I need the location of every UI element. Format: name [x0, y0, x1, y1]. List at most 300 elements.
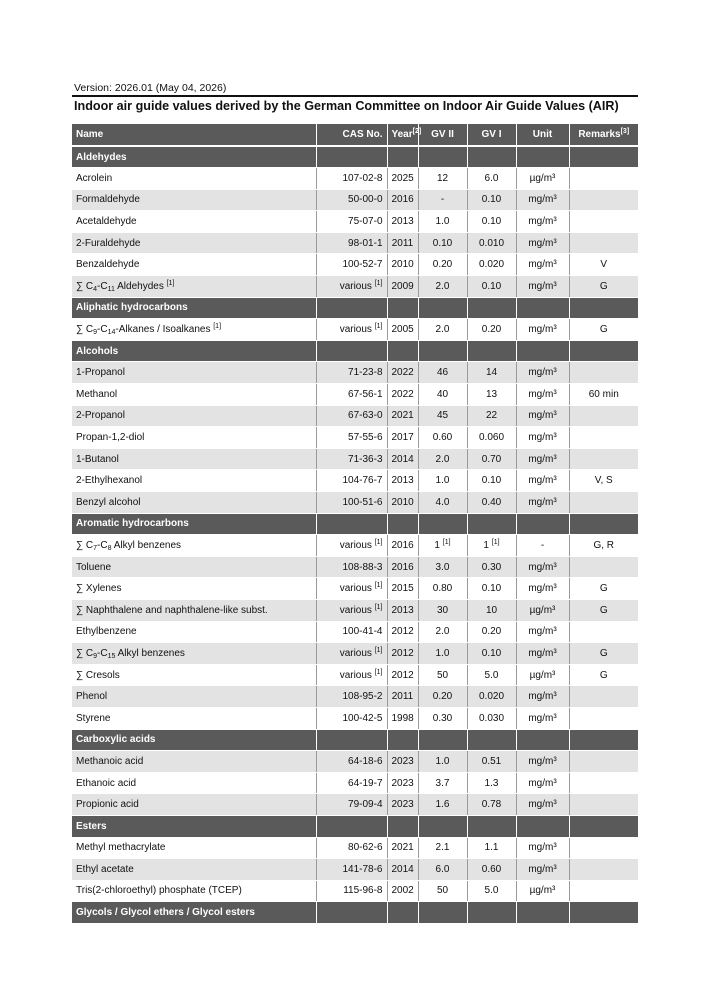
cell-gv1: [467, 384, 516, 406]
group-empty-cell: [569, 297, 638, 319]
table-row: [72, 211, 638, 233]
cell-text: Methyl methacrylate: [76, 842, 166, 854]
cell-text: 0.010: [478, 237, 505, 249]
cell-unit: mg/m³: [516, 707, 569, 729]
cell-text: Tris(2-chloroethyl) phosphate (TCEP): [76, 885, 242, 897]
cell-text: 4.0: [435, 496, 450, 508]
cell-cas: [316, 556, 387, 578]
cell-text: 13: [485, 388, 498, 400]
cell-text: 10: [485, 604, 498, 616]
cell-text: 67-56-1: [348, 388, 383, 400]
cell-text: 0.60: [432, 432, 453, 444]
cell-gv2: [418, 276, 467, 298]
cell-cas: [316, 643, 387, 665]
group-empty-cell: [316, 815, 387, 837]
cell-unit: mg/m³: [516, 384, 569, 406]
cell-subscript: 11: [107, 285, 115, 293]
table-row: [72, 254, 638, 276]
cell-cas: [316, 254, 387, 276]
cell-footnote-ref: [1]: [374, 323, 383, 331]
cell-text: -C: [97, 280, 108, 292]
cell-text: 5.0: [484, 885, 499, 897]
cell-text: 141-78-6: [342, 863, 383, 875]
cell-text: 0.80: [432, 583, 453, 595]
cell-text: 50: [436, 885, 449, 897]
cell-remarks: G: [569, 599, 638, 621]
group-title: Esters: [72, 815, 316, 837]
header-rule: [72, 95, 638, 97]
cell-gv1: [467, 168, 516, 190]
col-header-year-ref: [2]: [412, 128, 422, 135]
cell-text: 2-Furaldehyde: [76, 237, 141, 249]
group-empty-cell: [418, 513, 467, 535]
cell-remarks: [569, 859, 638, 881]
group-empty-cell: [467, 340, 516, 362]
cell-gv1: [467, 556, 516, 578]
cell-text: 22: [485, 410, 498, 422]
cell-remarks: [569, 492, 638, 514]
cell-gv1: [467, 362, 516, 384]
cell-text: 0.060: [478, 432, 505, 444]
cell-cas: [316, 427, 387, 449]
cell-text: 14: [485, 367, 498, 379]
col-header-remarks: [569, 124, 638, 146]
cell-text: ∑ C: [76, 324, 94, 336]
cell-year: 2022: [387, 362, 418, 384]
cell-text: 0.20: [432, 259, 453, 271]
table-row: [72, 751, 638, 773]
group-empty-cell: [569, 729, 638, 751]
cell-remarks: [569, 621, 638, 643]
cell-remarks: G, R: [569, 535, 638, 557]
cell-text: 1: [483, 539, 492, 551]
cell-subscript: 8: [107, 544, 112, 552]
cell-gv1: [467, 664, 516, 686]
cell-name: [72, 405, 316, 427]
cell-text: 0.20: [481, 626, 502, 638]
cell-text: 0.40: [481, 496, 502, 508]
cell-text: various: [339, 539, 375, 551]
cell-remarks: [569, 448, 638, 470]
cell-unit: mg/m³: [516, 362, 569, 384]
cell-cas: [316, 211, 387, 233]
cell-unit: µg/m³: [516, 880, 569, 902]
cell-text: 2.0: [435, 280, 450, 292]
group-header-row: [72, 513, 638, 535]
cell-text: 1-Butanol: [76, 453, 119, 465]
cell-text: 0.10: [481, 647, 502, 659]
cell-name: [72, 837, 316, 859]
table-row: [72, 384, 638, 406]
cell-name: [72, 427, 316, 449]
cell-gv2: [418, 643, 467, 665]
group-empty-cell: [316, 146, 387, 168]
cell-text: various: [339, 669, 375, 681]
cell-gv1: [467, 837, 516, 859]
cell-cas: [316, 362, 387, 384]
cell-gv1: [467, 707, 516, 729]
cell-gv2: [418, 880, 467, 902]
cell-text: ∑ Naphthalene and naphthalene-like subst.: [76, 604, 268, 616]
group-title: Carboxylic acids: [72, 729, 316, 751]
cell-text: 40: [436, 388, 449, 400]
cell-year: 2023: [387, 794, 418, 816]
cell-text: 57-55-6: [348, 432, 383, 444]
cell-text: Benzaldehyde: [76, 259, 140, 271]
cell-text: 108-95-2: [342, 691, 383, 703]
cell-gv2: [418, 319, 467, 341]
cell-text: 1.0: [435, 647, 450, 659]
cell-gv1: [467, 880, 516, 902]
table-row: [72, 276, 638, 298]
cell-gv2: [418, 772, 467, 794]
cell-remarks: [569, 362, 638, 384]
cell-year: 2013: [387, 599, 418, 621]
cell-unit: mg/m³: [516, 794, 569, 816]
cell-text: ∑ Xylenes: [76, 583, 122, 595]
cell-cas: [316, 168, 387, 190]
cell-year: 2010: [387, 492, 418, 514]
cell-text: 75-07-0: [348, 216, 383, 228]
group-empty-cell: [387, 729, 418, 751]
cell-text: various: [339, 280, 375, 292]
group-empty-cell: [467, 297, 516, 319]
cell-unit: mg/m³: [516, 751, 569, 773]
cell-text: 2.0: [435, 453, 450, 465]
cell-remarks: G: [569, 319, 638, 341]
col-header-year: [387, 124, 422, 146]
cell-gv2: [418, 556, 467, 578]
cell-gv1: [467, 470, 516, 492]
cell-text: Methanoic acid: [76, 755, 144, 767]
cell-text: 1-Propanol: [76, 367, 125, 379]
cell-remarks: [569, 707, 638, 729]
col-header-remarks-label: Remarks: [578, 129, 621, 140]
cell-text: 0.51: [481, 755, 502, 767]
cell-gv1: [467, 232, 516, 254]
group-empty-cell: [387, 146, 418, 168]
table-row: [72, 556, 638, 578]
cell-text: 100-51-6: [342, 496, 383, 508]
group-empty-cell: [418, 297, 467, 319]
cell-subscript: 4: [93, 285, 98, 293]
group-empty-cell: [467, 815, 516, 837]
cell-text: Propionic acid: [76, 799, 139, 811]
group-empty-cell: [387, 902, 418, 924]
cell-year: 2013: [387, 211, 418, 233]
cell-text: 64-19-7: [348, 777, 383, 789]
table-row: [72, 643, 638, 665]
cell-cas: [316, 621, 387, 643]
group-empty-cell: [569, 340, 638, 362]
cell-text: 100-42-5: [342, 712, 383, 724]
group-empty-cell: [316, 297, 387, 319]
table-row: [72, 319, 638, 341]
cell-text: 2.1: [435, 842, 450, 854]
cell-year: 2002: [387, 880, 418, 902]
cell-text: 3.0: [435, 561, 450, 573]
cell-gv1: [467, 189, 516, 211]
cell-text: 71-36-3: [348, 453, 383, 465]
cell-text: 6.0: [435, 863, 450, 875]
group-header-row: [72, 729, 638, 751]
cell-gv1: [467, 578, 516, 600]
cell-text: -C: [97, 647, 108, 659]
cell-unit: mg/m³: [516, 556, 569, 578]
table-header: [72, 124, 638, 146]
cell-remarks: G: [569, 664, 638, 686]
cell-gv2: [418, 707, 467, 729]
cell-text: 30: [436, 604, 449, 616]
cell-gv2: [418, 211, 467, 233]
cell-text: 79-09-4: [348, 799, 383, 811]
col-header-gv2: GV II: [418, 124, 467, 146]
cell-name: [72, 578, 316, 600]
cell-cas: [316, 686, 387, 708]
table-row: [72, 362, 638, 384]
cell-text: 0.10: [481, 583, 502, 595]
cell-cas: [316, 599, 387, 621]
cell-text: 0.20: [481, 324, 502, 336]
table-row: [72, 492, 638, 514]
cell-text: 80-62-6: [348, 842, 383, 854]
cell-gv1: [467, 751, 516, 773]
cell-footnote-ref: [1]: [442, 538, 451, 546]
cell-text: 2-Propanol: [76, 410, 125, 422]
table-row: [72, 686, 638, 708]
cell-year: 2016: [387, 556, 418, 578]
cell-cas: [316, 837, 387, 859]
cell-remarks: [569, 405, 638, 427]
cell-cas: [316, 276, 387, 298]
cell-name: [72, 859, 316, 881]
cell-cas: [316, 772, 387, 794]
cell-gv2: [418, 448, 467, 470]
cell-cas: [316, 880, 387, 902]
cell-cas: [316, 578, 387, 600]
cell-unit: mg/m³: [516, 254, 569, 276]
table-row: [72, 794, 638, 816]
cell-unit: mg/m³: [516, 578, 569, 600]
cell-text: Phenol: [76, 691, 108, 703]
cell-text: 0.10: [481, 194, 502, 206]
cell-text: 64-18-6: [348, 755, 383, 767]
cell-year: 2022: [387, 384, 418, 406]
group-empty-cell: [467, 513, 516, 535]
cell-year: 2023: [387, 772, 418, 794]
cell-text: 50-00-0: [348, 194, 383, 206]
cell-gv2: [418, 470, 467, 492]
cell-unit: mg/m³: [516, 686, 569, 708]
cell-text: 2.0: [435, 626, 450, 638]
cell-footnote-ref: [1]: [491, 538, 500, 546]
cell-gv1: [467, 211, 516, 233]
group-empty-cell: [418, 340, 467, 362]
cell-year: 2023: [387, 751, 418, 773]
cell-name: [72, 599, 316, 621]
cell-name: [72, 686, 316, 708]
cell-gv2: [418, 621, 467, 643]
group-title: Aldehydes: [72, 146, 316, 168]
group-empty-cell: [516, 146, 569, 168]
cell-name: [72, 772, 316, 794]
cell-text: Propan-1,2-diol: [76, 432, 145, 444]
cell-year: 2016: [387, 189, 418, 211]
col-header-remarks-ref: [3]: [620, 128, 630, 135]
cell-year: 2025: [387, 168, 418, 190]
table-row: [72, 405, 638, 427]
group-empty-cell: [316, 513, 387, 535]
cell-name: [72, 794, 316, 816]
cell-text: 100-41-4: [342, 626, 383, 638]
cell-subscript: 15: [107, 652, 116, 660]
cell-unit: mg/m³: [516, 492, 569, 514]
cell-year: 2012: [387, 621, 418, 643]
cell-text: various: [339, 647, 375, 659]
cell-year: 2021: [387, 837, 418, 859]
group-empty-cell: [569, 902, 638, 924]
cell-text: 1.0: [435, 216, 450, 228]
cell-gv2: [418, 427, 467, 449]
table-row: [72, 880, 638, 902]
cell-gv2: [418, 492, 467, 514]
cell-remarks: 60 min: [569, 384, 638, 406]
cell-unit: µg/m³: [516, 599, 569, 621]
group-empty-cell: [516, 513, 569, 535]
table-body: [72, 146, 638, 923]
cell-text: Acetaldehyde: [76, 216, 137, 228]
cell-year: 2015: [387, 578, 418, 600]
group-empty-cell: [467, 146, 516, 168]
cell-unit: mg/m³: [516, 232, 569, 254]
cell-name: [72, 643, 316, 665]
table-row: [72, 621, 638, 643]
cell-remarks: V: [569, 254, 638, 276]
cell-footnote-ref: [1]: [374, 668, 383, 676]
cell-year: 2021: [387, 405, 418, 427]
group-empty-cell: [516, 902, 569, 924]
cell-gv2: [418, 362, 467, 384]
cell-year: 2014: [387, 859, 418, 881]
cell-subscript: 14: [107, 329, 116, 337]
group-title: Alcohols: [72, 340, 316, 362]
cell-text: Benzyl alcohol: [76, 496, 141, 508]
cell-gv2: [418, 578, 467, 600]
cell-gv2: [418, 837, 467, 859]
cell-subscript: 7: [93, 544, 98, 552]
cell-gv1: [467, 643, 516, 665]
cell-name: [72, 384, 316, 406]
group-title: Aliphatic hydrocarbons: [72, 297, 316, 319]
cell-gv1: [467, 276, 516, 298]
cell-gv1: [467, 794, 516, 816]
cell-gv1: [467, 427, 516, 449]
group-empty-cell: [569, 815, 638, 837]
cell-remarks: [569, 211, 638, 233]
group-empty-cell: [516, 815, 569, 837]
cell-name: [72, 189, 316, 211]
cell-gv1: [467, 319, 516, 341]
cell-gv1: [467, 254, 516, 276]
group-empty-cell: [387, 340, 418, 362]
cell-text: Ethanoic acid: [76, 777, 137, 789]
cell-text: 71-23-8: [348, 367, 383, 379]
group-empty-cell: [418, 146, 467, 168]
cell-gv1: [467, 535, 516, 557]
cell-unit: mg/m³: [516, 211, 569, 233]
cell-text: 2-Ethylhexanol: [76, 475, 143, 487]
table-row: [72, 707, 638, 729]
cell-name: [72, 751, 316, 773]
cell-gv2: [418, 405, 467, 427]
cell-text: Methanol: [76, 388, 118, 400]
col-header-name: Name: [72, 124, 316, 146]
cell-gv2: [418, 535, 467, 557]
cell-text: ∑ C: [76, 280, 94, 292]
group-header-row: [72, 146, 638, 168]
cell-remarks: [569, 751, 638, 773]
cell-text: 98-01-1: [348, 237, 383, 249]
group-empty-cell: [387, 297, 418, 319]
cell-text: 0.78: [481, 799, 502, 811]
cell-gv2: [418, 751, 467, 773]
cell-text: ∑ Cresols: [76, 669, 120, 681]
group-header-row: [72, 902, 638, 924]
cell-year: 2011: [387, 232, 418, 254]
table-row: [72, 837, 638, 859]
group-empty-cell: [467, 902, 516, 924]
cell-year: 1998: [387, 707, 418, 729]
cell-text: ∑ C: [76, 647, 94, 659]
cell-text: -C: [97, 539, 108, 551]
table-row: [72, 535, 638, 557]
group-empty-cell: [569, 513, 638, 535]
cell-year: 2012: [387, 643, 418, 665]
table-row: [72, 578, 638, 600]
cell-unit: mg/m³: [516, 859, 569, 881]
cell-footnote-ref: [1]: [213, 323, 222, 331]
cell-gv1: [467, 599, 516, 621]
cell-unit: mg/m³: [516, 643, 569, 665]
cell-year: 2011: [387, 686, 418, 708]
cell-text: Aldehydes: [114, 280, 167, 292]
cell-cas: [316, 448, 387, 470]
cell-gv1: [467, 686, 516, 708]
cell-text: Ethyl acetate: [76, 863, 134, 875]
cell-text: 1.3: [484, 777, 499, 789]
cell-name: [72, 621, 316, 643]
cell-gv2: [418, 686, 467, 708]
group-empty-cell: [418, 902, 467, 924]
table-row: [72, 470, 638, 492]
col-header-cas: CAS No.: [316, 124, 387, 146]
group-title: Aromatic hydrocarbons: [72, 513, 316, 535]
cell-name: [72, 880, 316, 902]
table-row: [72, 664, 638, 686]
group-empty-cell: [418, 815, 467, 837]
cell-text: 1.6: [435, 799, 450, 811]
cell-remarks: [569, 232, 638, 254]
document-title: Indoor air guide values derived by the German Committee on Indoor Air Guide Values (AIR): [74, 99, 619, 113]
cell-text: 104-76-7: [342, 475, 383, 487]
cell-subscript: 9: [93, 652, 98, 660]
group-empty-cell: [569, 146, 638, 168]
cell-name: [72, 470, 316, 492]
cell-gv2: [418, 599, 467, 621]
col-header-year-label: Year: [391, 129, 413, 140]
cell-text: 1.1: [484, 842, 499, 854]
cell-remarks: [569, 880, 638, 902]
